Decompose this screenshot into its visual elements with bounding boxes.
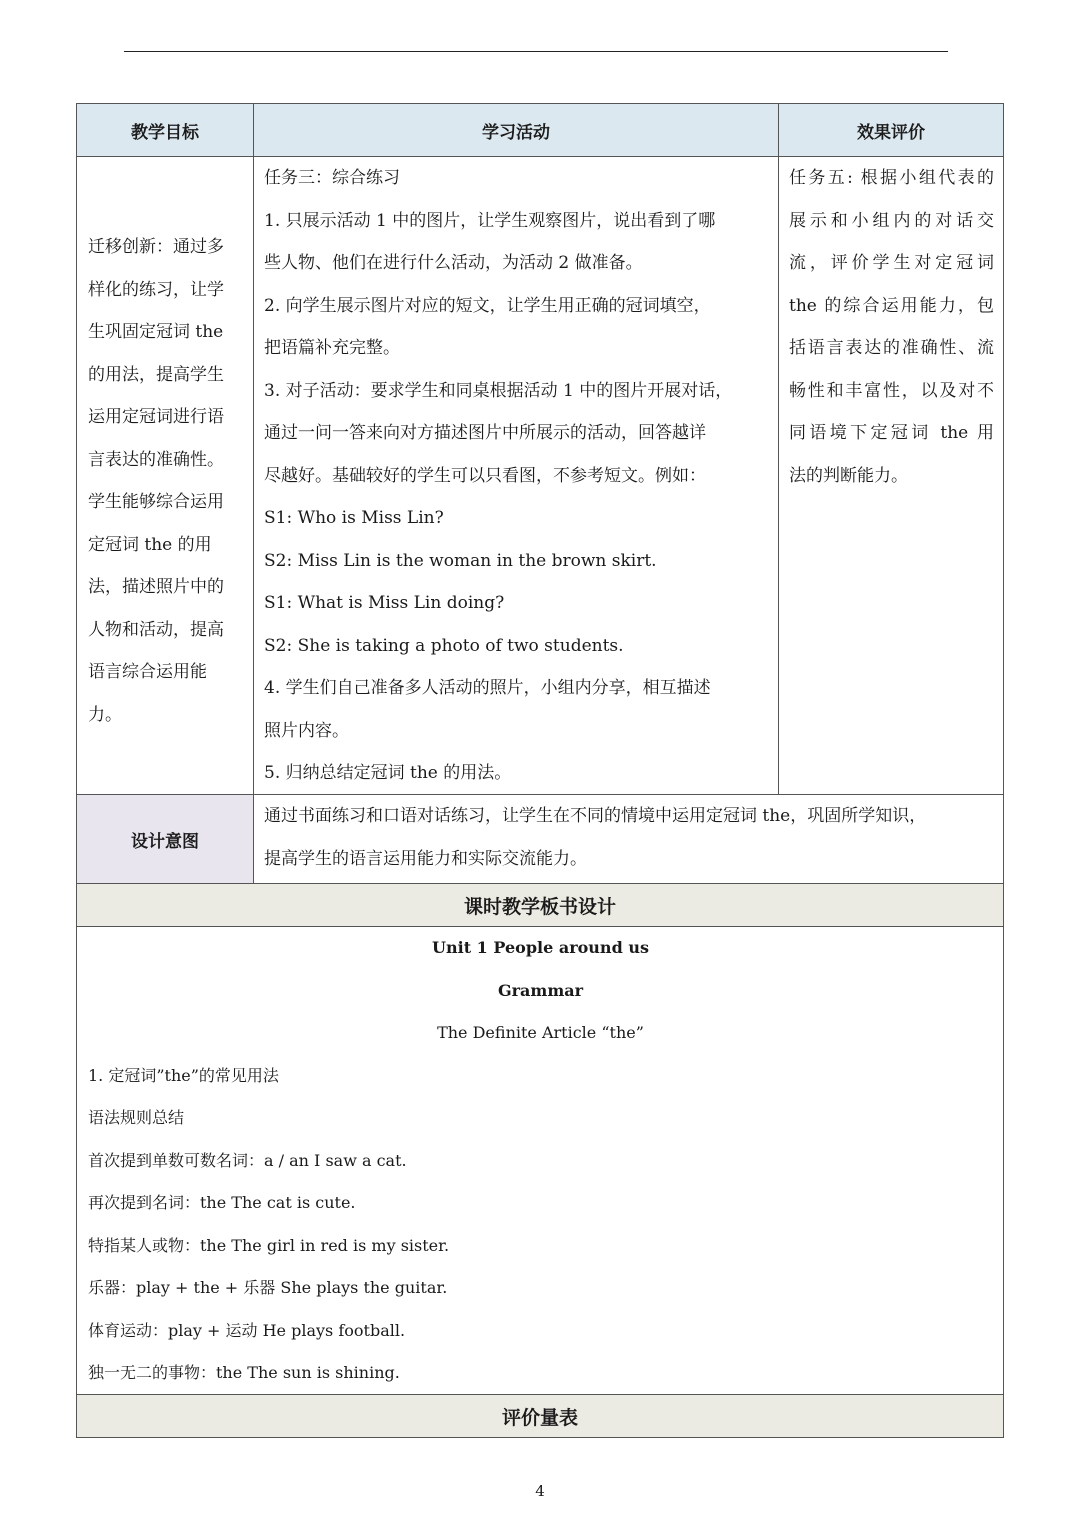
evaluation-line: 畅性和丰富性，以及对不 [789,380,994,401]
activity-line: 5. 归纳总结定冠词 the 的用法。 [264,763,512,783]
activity-line: 通过一问一答来向对方描述图片中所展示的活动，回答越详 [264,423,706,443]
board-rule-line: 乐器：play + the + 乐器 She plays the guitar. [88,1278,448,1297]
board-rule-line: 特指某人或物：the The girl in red is my sister. [88,1235,450,1255]
design-intent-row [76,795,1004,884]
board-rule-line: 体育运动：play + 运动 He plays football. [88,1320,406,1340]
activity-line: 4. 学生们自己准备多人活动的照片，小组内分享，相互描述 [264,678,711,698]
activity-line: 尽越好。基础较好的学生可以只看图，不参考短文。例如： [264,465,706,486]
objective-line: 定冠词 the 的用 [88,534,212,555]
activity-line: S1: Who is Miss Lin? [264,508,444,528]
objective-line: 迁移创新：通过多 [88,237,224,257]
board-unit-title: Unit 1 People around us [432,938,649,957]
activity-line: 照片内容。 [264,720,349,741]
board-design-title: 课时教学板书设计 [76,884,1004,927]
objective-line: 运用定冠词进行语 [88,407,224,427]
evaluation-line: 展示和小组内的对话交 [789,210,994,231]
activities-cell [254,157,779,794]
activity-line: 2. 向学生展示图片对应的短文，让学生用正确的冠词填空， [264,295,711,316]
objective-line: 法，描述照片中的 [88,577,224,597]
activities-text [254,157,778,795]
design-intent-line: 提高学生的语言运用能力和实际交流能力。 [264,848,587,869]
table-header-row [76,103,1004,157]
header-objectives: 教学目标 [77,104,254,156]
evaluation-line: the 的综合运用能力，包 [789,295,994,316]
objective-line: 言表达的准确性。 [88,449,224,470]
objective-line: 样化的练习，让学 [88,279,224,300]
objective-line: 语言综合运用能 [88,662,207,682]
board-subtitle: The Definite Article “the” [437,1023,644,1042]
activity-line: 3. 对子活动：要求学生和同桌根据活动 1 中的图片开展对话， [264,380,733,401]
evaluation-line: 同语境下定冠词 the 用 [789,423,994,443]
objective-line: 力。 [88,704,122,725]
design-intent-label: 设计意图 [77,795,254,883]
activity-line: S1: What is Miss Lin doing? [264,593,505,613]
activity-line: 任务三：综合练习 [264,168,400,188]
header-rule [124,51,948,52]
board-rule-line: 首次提到单数可数名词：a / an I saw a cat. [88,1150,407,1170]
evaluation-line: 流，评价学生对定冠词 [789,253,994,273]
header-activities: 学习活动 [254,104,779,156]
activity-line: 些人物、他们在进行什么活动，为活动 2 做准备。 [264,253,643,273]
table-body-row [76,157,1004,795]
objective-line: 学生能够综合运用 [88,492,224,512]
objective-line: 生巩固定冠词 the [88,322,224,342]
rubric-title: 评价量表 [76,1395,1004,1438]
design-intent-text [254,795,1003,883]
evaluation-cell [779,157,1003,794]
lesson-plan-table [76,103,1004,1438]
board-rule-line: 独一无二的事物：the The sun is shining. [88,1363,400,1382]
objective-line: 的用法，提高学生 [88,364,224,385]
header-evaluation: 效果评价 [779,104,1003,156]
board-rules-list [88,1055,993,1395]
board-rule-line: 再次提到名词：the The cat is cute. [88,1193,356,1212]
board-topic: Grammar [497,980,584,1000]
evaluation-line: 法的判断能力。 [789,465,908,486]
activity-line: S2: Miss Lin is the woman in the brown skirt. [264,550,657,571]
objective-line: 人物和活动，提高 [88,619,224,640]
activity-line: S2: She is taking a photo of two students. [264,635,624,656]
board-rule-line: 1. 定冠词”the”的常见用法 [88,1065,279,1085]
activity-line: 1. 只展示活动 1 中的图片，让学生观察图片，说出看到了哪 [264,210,716,231]
evaluation-line: 任务五: 根据小组代表的 [789,168,994,188]
evaluation-line: 括语言表达的准确性、流 [789,338,994,358]
objectives-cell [77,157,254,794]
design-intent-line: 通过书面练习和口语对话练习，让学生在不同的情境中运用定冠词 the，巩固所学知识， [264,806,927,826]
activity-line: 把语篇补充完整。 [264,338,400,358]
page-number: 4 [535,1482,545,1500]
board-design-content [76,927,1004,1395]
objectives-text [77,157,253,736]
board-rule-line: 语法规则总结 [88,1108,185,1127]
evaluation-text [779,157,1003,497]
